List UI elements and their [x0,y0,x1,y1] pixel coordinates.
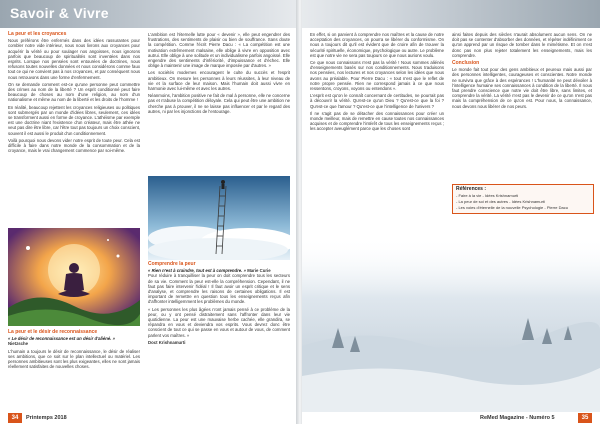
left-footer [0,412,298,424]
paragraph: Le monde fait tout pour des gens ambitieux et peureux mais aussi par des personnes intelligentes, courageuses et conscientes. Notre monde ne survivra que grâce à des espérances ! L'humanité ne peut dévoiler à l'intelligence humaine ses connaissances à condition de la liberté. Il nous faut prendre conscience que notre vie doit être libre, sans limites, et comprendre la vérité. La vérité n'est pas le devenir de ce qu'on n'est pas mais la compréhension de ce qu'on est. Pour nous, la connaissance, nous devons nous libérer de nos peurs. [452,67,592,109]
heading-conclusion: Conclusion [452,60,480,67]
paragraph: Ce que nous connaissons n'est pas la vérité ! Nous sommes aliénés d'enseignements basés sur nos conditionnements. Nous traduisons nos pensées, nos lectures et nos croyances selon les idées que nous avons au préalable. Pour Pierre Dacu : « tout n'est que le reflet de notre propre pensée. Rien ne correspond jamais à ce que nous ressentons, croyons, voyons ou entendons ». [310,60,444,92]
reference-item: - Faire à la vie - Idées Krishnamurti [456,193,519,198]
paragraph: L'humain a toujours le désir de reconnaissance, le désir de réaliser ses ambitions, que ce soit sur le plan intellectuel ou matériel. Les personnes ambitieuses sont les plus exigeantes, elles ne sont jamais réellement satisfaites de nouvelles choses. [8,348,140,370]
fear-understanding-section [148,262,290,345]
section-header [0,0,298,28]
left-column-1 [8,32,140,155]
paragraph: « Les personnes les plus âgées n'ont jamais pensé à ce problème de la peur, ou y ont pensé distraitement sans l'affronter dans leur vie quotidienne. La peur est une mauvaise herbe cachée, elle grandira, se répandra en vous et deviendra vos esprits. Vous devrez donc être conscient de tout ce qui se passe en vous et autour de vous, de comment parlent vos maîtres. » [148,306,290,338]
right-footer [302,412,600,424]
paragraph: En effet, si on parvient à comprendre nos maîtres et la cause de notre acceptation des croyances, on pourra se libérer du conformisme. On nous a toujours dit qu'il est évident que de croire afin de trouver la sécurité spirituelle, économique, psychologique ou autre. Le problème est que notre vie ne sera pas toujours ce que nous aurions voulu. [310,32,444,58]
paragraph: En réalité, beaucoup rejettent les croyances religieuses ou politiques sont submergés par un monde d'idées libres, seulement, ces idées se transforment aussi en forme de croyance. L'athéisme par exemple est une doctrine niant l'existence d'un créateur, mais être athée ne veut pas dire être libre, car l'être tout pas toujours un choix conscient, souvent il est aussi le produit d'un conditionnement. [8,104,140,136]
left-column-2 [148,32,290,116]
issue-date: Printemps 2018 [26,415,67,421]
page-number: 34 [8,413,22,423]
right-column-2 [452,32,592,111]
right-page [302,0,600,424]
heading-understand-fear: Comprendre la peur [148,261,196,267]
quote-author: Marie Curie [247,268,271,274]
paragraph: Les sociétés modernes encouragent le culte du succès et l'esprit ambitieux. On mesure les personnes à leurs réussites, à leur niveau de vie et la surface de leur maison. Mais l'humain doit aussi vivre en harmonie avec lui-même et avec les autres. [148,70,290,92]
quote-author: Nietzsche [8,341,29,347]
references-box [452,184,594,214]
paragraph: Voilà pourquoi nous devons vider notre esprit de toute peur. Cela est difficile à faire dans notre monde de la consommation et de la croyance, mais le vrai changement commence par soi-même. [8,137,140,154]
paragraph: L'ambition est l'éternelle lutte pour « devenir », elle peut engendrer des frustrations, des sentiments de plaisir ou bien de souffrance. Sans doute la compétition. Comme l'écrit Pierre Dacu : « La compétition est une motivation extrêmement malsaine, elle oblige à vivre en opposition avec autrui. Elle oblige à une solitude et un individualisme parfois angoissé. Elle engendre des sentiments d'infériorité, d'impuissance et d'échec. Elle oblige à maintenir une image de marque imposée par d'autres. » [148,32,290,69]
quote-author: Doct Krishnamurti [148,339,186,345]
reference-item: - Les voies d'éternelle de la nouvelle Psychologie - Pierre Dacu [456,205,568,210]
quote: « Rien n'est à craindre, tout est à comprendre. » [148,268,246,274]
paragraph: Il ne s'agit pas de se détacher des connaissances pour créer un monde meilleur, mais de remettre en cause toutes nos connaissances acquises et de comprendre l'intérêt de tous les enseignements reçus ; les accepter aveuglément parce que les choses sont [310,110,444,132]
right-column-1 [310,32,444,134]
paragraph: Néanmoins, l'ambition positive ne fait de mal à personne, elle ne concerne pas et n'abuse la compétition déloyale. Cela qui peut être une ambition ne cherche pas à prouver, il ne se laisse pas influencer et par le regard des autres, ni par les injonctions de l'entourage. [148,93,290,114]
heading-fear-beliefs: La peur et les croyances [8,31,67,37]
paragraph: Nous préférons être enfermés dans des idées rassurantes pour combler notre vide intérieur, nous nous livrons aux croyances pour acquérir la vérité ou pour soulager nos angoisses, nous ignorons parfois que beaucoup de spiritualités sont inventées dans nos esprits. Lorsque nos pensées sont entourées de doctrines, nous refusons toutes nouvelles données et nous considérons comme faux tout ce qui ne convient pas à nos croyances, et par conséquent nous nous retrouvons dans une forme d'enfermement. [8,38,140,80]
reference-item: - La peur de soi et des autres - Idées Krishnamurti [456,199,545,204]
winter-landscape-photo [302,236,600,412]
magazine-issue: ReMed Magazine - Numéro 5 [480,415,555,421]
page-number: 35 [578,413,592,423]
ladder-sky-illustration [148,176,290,260]
right-header-banner [302,0,600,28]
paragraph: On se demande comment est-ce qu'une personne peut commettre des crimes au nom de la liberté ? Un esprit conditionné peut faire beaucoup de choses au nom d'une religion, au nom d'un nationalisme et même au nom de la liberté et les droits de l'homme ! [8,81,140,103]
quote: « Le désir de reconnaissance est un désir d'aliéné. » [8,336,116,342]
paragraph: Pour réduire à tranquilliser la peur on doit comprendre tous les secteurs de sa vie. Comment la peur est-elle la compréhension. Cependant, il ne faut pas faire intervenir l'idéal ! Il faut avoir un esprit critique et le sens d'analyse, et comprendre les raisons de certaines obligations. Il est important de remettre en question tous les enseignements reçus afin d'affronter intelligemment les problèmes du monde. [148,273,290,305]
left-column-1-bottom [8,330,140,371]
left-page [0,0,298,424]
section-title: Savoir & Vivre [10,5,109,21]
meditation-illustration [8,228,140,326]
heading-recognition: La peur et le désir de reconnaissance [8,329,98,335]
paragraph: L'esprit est qu'on le connaît concernant de certitudes, ne pourrait pas à découvrir la vérité. Qu'est-ce qu'un Dieu ? Qu'est-ce que la foi ? Qu'est-ce que l'amour ? Qu'est-ce que l'intelligence de l'univers ? [310,93,444,109]
paragraph: ainsi faites depuis des siècles n'aurait absolument aucun sens. On ne doit pas se contenter d'absorber des données, et répéter indéfiniment ce qu'on apprend par un risque de tomber dans le mimétisme. Et on n'est donc pas non plus rejeter totalement les enseignements, mais les comprendre. [452,32,592,58]
references-title: Références : [456,186,487,192]
